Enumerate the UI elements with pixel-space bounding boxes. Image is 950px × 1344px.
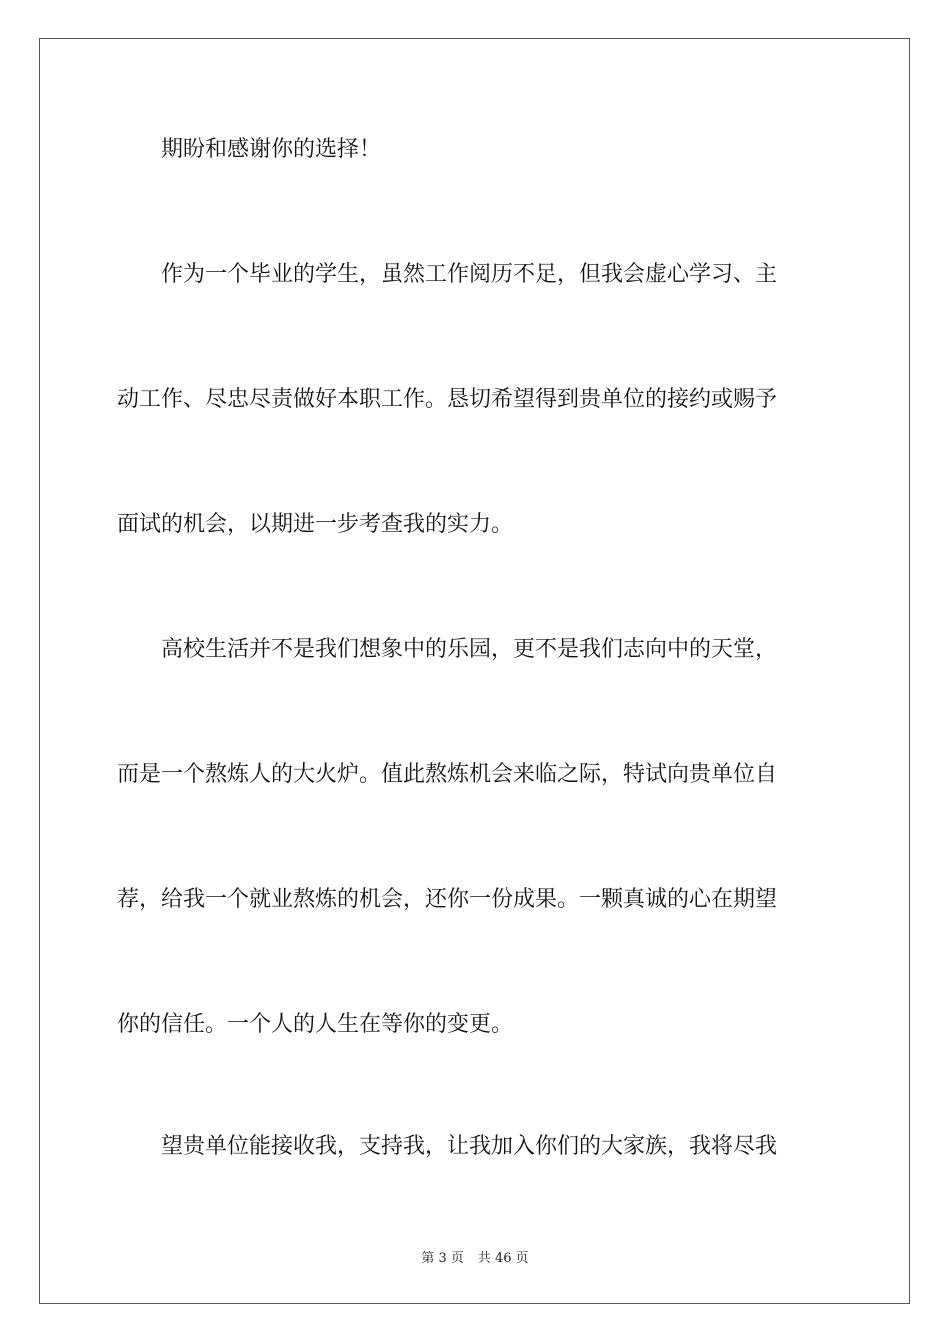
page-footer (0, 1247, 950, 1266)
document-line: 作为一个毕业的学生，虽然工作阅历不足，但我会虚心学习、主 (117, 262, 778, 287)
document-line: 动工作、尽忠尽责做好本职工作。恳切希望得到贵单位的接约或赐予 (117, 387, 778, 412)
document-line: 荐，给我一个就业熬炼的机会，还你一份成果。一颗真诚的心在期望 (117, 887, 778, 912)
total-pages: 共 46 页 (477, 1251, 529, 1266)
document-line: 期盼和感谢你的选择！ (117, 137, 382, 162)
document-line: 望贵单位能接收我，支持我，让我加入你们的大家族，我将尽我 (117, 1134, 778, 1159)
document-line: 你的信任。一个人的人生在等你的变更。 (117, 1012, 514, 1037)
page-frame (39, 38, 910, 1304)
page-number: 第 3 页 (421, 1251, 464, 1266)
document-line: 面试的机会，以期进一步考查我的实力。 (117, 512, 514, 537)
document-line: 而是一个熬炼人的大火炉。值此熬炼机会来临之际，特试向贵单位自 (117, 762, 778, 787)
document-line: 高校生活并不是我们想象中的乐园，更不是我们志向中的天堂， (117, 637, 778, 662)
